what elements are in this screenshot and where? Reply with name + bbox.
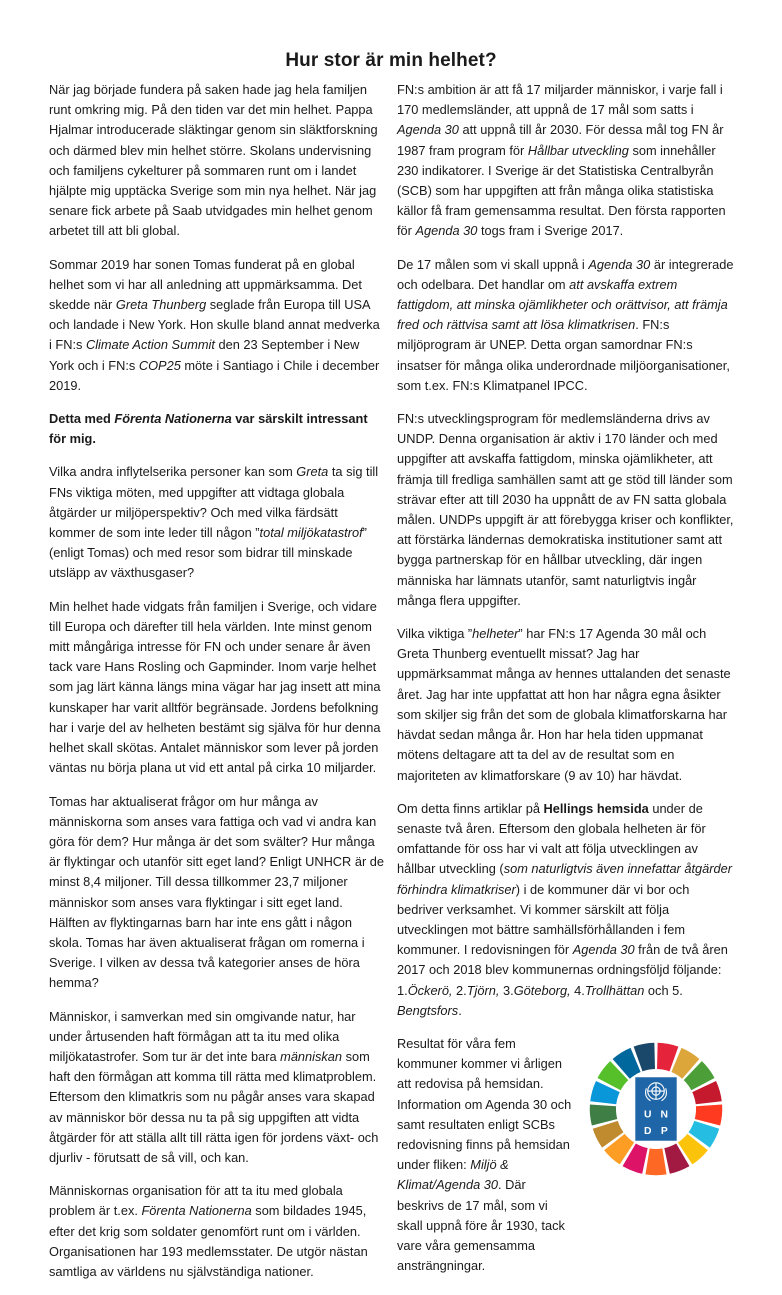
text-run: ta sig till FNs viktiga möten, med uppgifter att vidtaga globala åtgärder ur miljöperspektiv? Och med vilka färdsätt kommer de som inte leder till någon ” — [49, 464, 379, 541]
text-run: Resultat för våra fem kommuner kommer vi årligen att redovisa på hemsidan. Information om Agenda 30 och samt resultaten enligt SCBs redovisning finns på hemsidan under fliken: — [397, 1035, 572, 1173]
text-run: Göteborg, — [513, 982, 575, 998]
text-run: helheter — [472, 626, 519, 642]
text-run: 2. — [456, 982, 467, 998]
paragraph — [397, 255, 734, 396]
text-run: från de två åren 2017 och 2018 blev kommunernas ordningsföljd följande: 1. — [397, 942, 728, 998]
text-run: Öckerö, — [407, 982, 457, 998]
text-run: som innehåller 230 indikatorer. I Sverige är det Statistiska Centralbyrån (SCB) som har uppgiften att från många olika statistiska källor få fram gemensamma resultat. Den första rapporten för — [397, 142, 726, 239]
text-run: Agenda 30 — [588, 256, 651, 272]
right-paragraphs — [397, 80, 734, 1021]
text-run: Bengtsfors — [397, 1002, 459, 1018]
text-run: Förenta Nationerna — [114, 411, 232, 427]
text-run: ” har FN:s 17 Agenda 30 mål och Greta Thunberg eventuellt missat? Jag har uppmärksammat många av hennes uttalanden det senaste året. Jag har inte uppfattat att hon har några egna åsikter som skiljer sig från det som de globala klimatforskarna har hävdat sedan många år. Hon har hela tiden uppmanat mötens deltagare att ta del av de resultat som en majoriteten av klimatforskare (9 av 10) har hävdat. — [397, 626, 731, 783]
text-run: Trollhättan — [584, 982, 645, 998]
paragraph — [49, 409, 386, 449]
paragraph — [49, 255, 386, 396]
text-run: Människornas organisation för att ta itu med globala problem är t.ex. — [49, 1183, 343, 1219]
text-run: . Där beskrivs de 17 mål, som vi skall uppnå före år 1930, tack vare våra gemensamma ansträngningar. — [397, 1177, 565, 1274]
paragraph — [49, 462, 386, 583]
text-run: Greta Thunberg — [115, 297, 207, 313]
undp-logo-text: U N D P — [643, 1109, 669, 1137]
text-run: När jag började fundera på saken hade jag hela familjen runt omkring mig. På den tiden var det min helhet. Pappa Hjalmar introducerade släktingar genom sin släktforskning och därmed blev min helhet större. Skolans undervisning och familjens cykelturer på sommaren runt om i landet hjälpte mig upptäcka Sverige som min nya helhet. När jag senare fick arbete på Saab utvidgades min helhet genom arbetet till att bli global. — [49, 82, 378, 239]
text-run: COP25 — [138, 357, 181, 373]
text-run: Vilka viktiga ” — [397, 626, 473, 642]
text-run: De 17 målen som vi skall uppnå i — [397, 256, 589, 272]
text-run: som bildades 1945, efter det krig som soldater genomfört runt om i världen. Organisationen har 193 medlemsstater. De utgör nästan samtliga av världens nu självständiga nationer. — [49, 1203, 368, 1279]
text-run: Greta — [296, 464, 329, 480]
text-run: Climate Action Summit — [85, 337, 215, 353]
text-run: Vilka andra inflytelserika personer kan som — [49, 464, 297, 480]
text-run: Min helhet hade vidgats från familjen i Sverige, och vidare till Europa och därefter till hela världen. Inte minst genom mitt mångåriga intresse för FN och under senare år även tack vare Hans Rosling och Gapminder. Inom varje helhet som jag lärt känna längs mina vägar har jag insett att mina kunskaper har varit alltför begränsade. Jordens befolkning har i varje del av helheten bestämt sig själva för hur denna helhet skall skötas. Antalet människor som lever på jorden väntas nu börja plana ut vid ett antal på cirka 10 miljarder. — [49, 598, 381, 776]
text-run: ” (enligt Tomas) och med resor som bidrar till minskade utsläpp av växthusgaser? — [49, 525, 367, 581]
text-run: Agenda 30 — [572, 942, 635, 958]
text-run: Agenda 30 — [415, 223, 478, 239]
text-run: Detta med — [49, 411, 115, 427]
text-run: som naturligtvis även innefattar åtgärder förhindra klimatkriser — [397, 861, 733, 897]
text-run: FN:s ambition är att få 17 miljarder människor, i varje fall i 170 medlemsländer, att uppnå de 17 mål som satts i — [397, 82, 723, 118]
text-run: Miljö & Klimat/Agenda 30 — [397, 1157, 509, 1193]
paragraph — [397, 409, 734, 611]
text-run: Tomas har aktualiserat frågor om hur många av människorna som anses vara fattiga och vad vi andra kan göra för dem? Hur många är det som svälter? Hur många är flyktingar och utanför sitt eget land? Enligt UNHCR är de minst 8,4 miljoner. Till dessa tillkommer 23,7 miljoner människor som anses vara flyktingar i sitt eget land. Hälften av flyktingarnas barn har inte ens gått i någon skola. Tomas har även aktualiserat frågan om romerna i Sverige. I vilken av dessa två kategorier anses de höra hemma? — [49, 793, 385, 991]
paragraph — [397, 624, 734, 786]
paragraph — [397, 799, 734, 1021]
results-paragraph — [397, 1034, 575, 1276]
text-run: FN:s utvecklingsprogram för medlemsländerna drivs av UNDP. Denna organisation är aktiv i 170 länder och med uppgifter att avskaffa fattigdom, minska ojämlikheter, att främja till fredliga samhällen samt att ge stöd till länder som strävar efter att till 2030 ha uppnått de av FN satta globala målen. UNDPs uppgift är att förebygga kriser och konflikter, att förstärka ländernas demokratiska institutioner samt att bygga partnerskap för en hållbar utveckling, där ingen människa har lämnats utanför, samt naturligtvis ingår många flera uppgifter. — [397, 411, 734, 608]
text-run: under de senaste två åren. Eftersom den globala helheten är för omfattande för oss har vi valt att följa utvecklingen av hållbar utveckling ( — [397, 800, 706, 877]
text-run: Hållbar utveckling — [527, 142, 629, 158]
right-column — [397, 80, 734, 1289]
text-run: att avskaffa extrem fattigdom, att minska ojämlikheter och orättvisor, att främja fred och rättvisa samt att lösa klimatkrisen — [397, 276, 728, 333]
text-run: människan — [280, 1048, 343, 1064]
text-run: är integrerade och odelbara. Det handlar om — [397, 256, 734, 292]
text-run: och 5. — [644, 982, 683, 998]
text-run: som haft den förmågan att komma till rätta med klimatproblem. Eftersom den klimatkris som nu pågår anses vara skapad av människor bör dessa nu ta på sig uppgiften att vidta åtgärder för att ställa allt till rätta igen för jordens växt- och djurliv - förutsatt de så vill, och kan. — [49, 1048, 379, 1165]
paragraph — [397, 80, 734, 242]
text-run: . — [458, 1002, 462, 1018]
text-run: ) i de kommuner där vi bor och bedriver verksamhet. Vi kommer särskilt att följa utvecklingen mot bättre samhällsförhållanden i fem kommuner. I redovisningen för — [397, 881, 690, 958]
results-section — [397, 1034, 734, 1276]
paragraph — [49, 597, 386, 779]
text-run: Om detta finns artiklar på — [397, 800, 544, 816]
text-run: seglade från Europa till USA och landade i New York. Hon skulle bland annat medverka i FN:s — [49, 297, 380, 353]
left-column — [49, 80, 386, 1295]
text-run: . FN:s miljöprogram är UNEP. Detta organ samordnar FN:s insatser för många olika underordnade miljöorganisationer, som t.ex. FN:s Klimatpanel IPCC. — [397, 317, 730, 393]
text-run: Människor, i samverkan med sin omgivande natur, har under årtusenden haft förmågan att ta itu med olika miljökatastrofer. Som tur är det inte bara — [49, 1008, 356, 1064]
page-title: Hur stor är min helhet? — [285, 50, 497, 71]
text-run: total miljökatastrof — [259, 525, 363, 541]
paragraph — [49, 792, 386, 994]
sdg-segment — [645, 1148, 666, 1175]
text-run: den 23 September i New York och i FN:s — [49, 337, 360, 373]
text-run: möte i Santiago i Chile i december 2019. — [49, 357, 380, 393]
text-run: Tjörn, — [466, 982, 504, 998]
text-run: 4. — [574, 982, 585, 998]
text-run: 3. — [503, 982, 514, 998]
paragraph — [49, 1181, 386, 1282]
text-run: Förenta Nationerna — [141, 1203, 252, 1219]
text-run: att uppnå till år 2030. För dessa mål tog FN år 1987 fram program för — [397, 122, 724, 158]
text-run: togs fram i Sverige 2017. — [477, 223, 624, 239]
text-run: Sommar 2019 har sonen Tomas funderat på en global helhet som vi har all anledning att uppmärksamma. Det skedde när — [49, 256, 362, 313]
paragraph — [49, 80, 386, 242]
text-run: Hellings hemsida — [543, 800, 649, 816]
paragraph — [49, 1007, 386, 1169]
text-run: Agenda 30 — [397, 122, 459, 138]
text-run: var särskilt intressant för mig. — [49, 411, 368, 447]
